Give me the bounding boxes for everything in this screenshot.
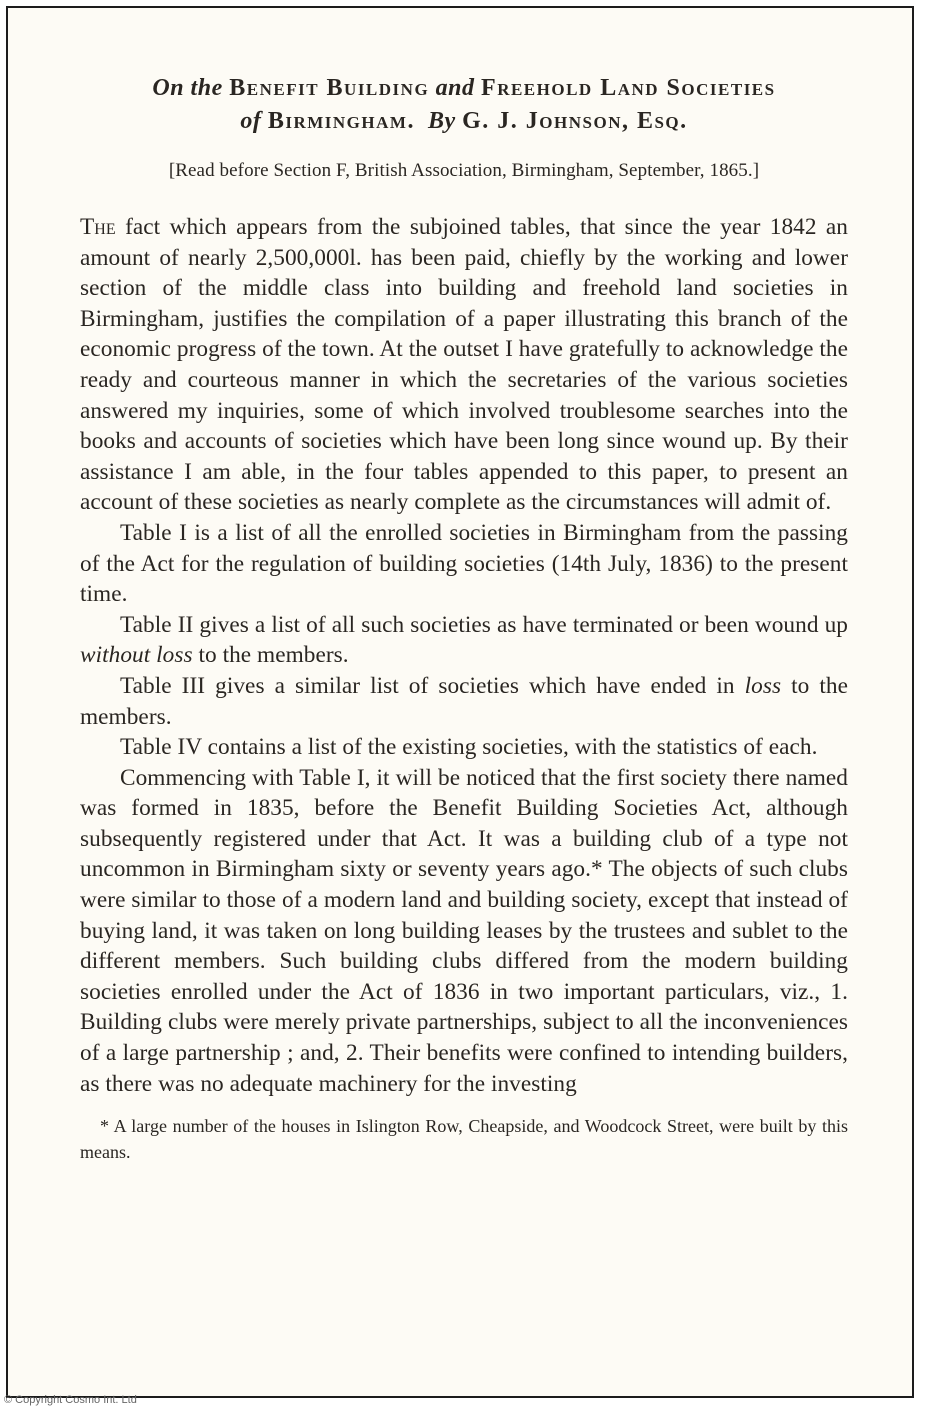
paragraph-5: Table IV contains a list of the existing societies, with the statistics of each. [120,734,818,761]
title-by: By [427,108,456,134]
paragraph-4-text-a: Table III gives a similar list of societies which have ended in [120,672,745,699]
title-and: and [435,75,475,101]
paragraph-1-text: fact which appears from the subjoined tables, that since the year 1842 an amount of nearly 2,500,000l. has been paid, chiefly by the working and lower section of the middle class into building and freehold land societies in Birmingham, justifies the compilation of a paper illustrating this branch of the economic progress of the town. At the outset I have gratefully to acknowledge the ready and courteous manner in which the secretaries of the various societies answered my inquiries, some of which involved troublesome searches into the books and accounts of societies which have been long since wound up. By their assistance I am able, in the four tables appended to this paper, to present an account of these societies as nearly complete as the circumstances will admit of. [80,214,848,516]
paragraph-4-text-b: to the members. [80,672,848,730]
title-on-the: On the [152,75,223,101]
paragraph-1-lead: The [80,214,116,240]
paragraph-3-emphasis: without loss [80,642,193,669]
title-benefit-building: Benefit Building [229,75,430,101]
paragraph-4-emphasis: loss [744,672,782,699]
title-author: G. J. Johnson, Esq. [462,108,688,134]
read-note: [Read before Section F, British Association, Birmingham, September, 1865.] [168,160,760,181]
paragraph-3-text-b: to the members. [192,642,349,669]
title-freehold-land-societies: Freehold Land Societies [481,75,776,101]
title-birmingham: Birmingham. [267,108,415,134]
paragraph-3 [80,610,848,671]
paper-title [80,72,848,138]
title-of: of [240,108,262,134]
document-page [80,72,848,1165]
paragraph-3-text-a: Table II gives a list of all such societies as have terminated or been wound up [120,611,848,638]
paragraph-4 [80,671,848,732]
paragraph-1 [80,212,848,518]
body-text [80,212,848,1099]
paragraph-2: Table I is a list of all the enrolled societies in Birmingham from the passing of the Act for the regulation of building societies (14th July, 1836) to the present time. [80,519,848,608]
copyright-watermark: © Copyright Cosmo Int. Ltd [4,1394,137,1406]
paragraph-6: Commencing with Table I, it will be noticed that the first society there named was formed in 1835, before the Benefit Building Societies Act, although subsequently registered under that Act. It was a building club of a type not uncommon in Birmingham sixty or seventy years ago.* The objects of such clubs were similar to those of a modern land and building society, except that instead of buying land, it was taken on long building leases by the trustees and sublet to the different members. Such building clubs differed from the modern building societies enrolled under the Act of 1836 in two important particulars, viz., 1. Building clubs were merely private partnerships, subject to all the inconveniences of a large partnership ; and, 2. Their benefits were confined to intending builders, as there was no adequate machinery for the investing [80,764,848,1097]
footnote: * A large number of the houses in Islington Row, Cheapside, and Woodcock Street, were built by this means. [80,1116,848,1163]
